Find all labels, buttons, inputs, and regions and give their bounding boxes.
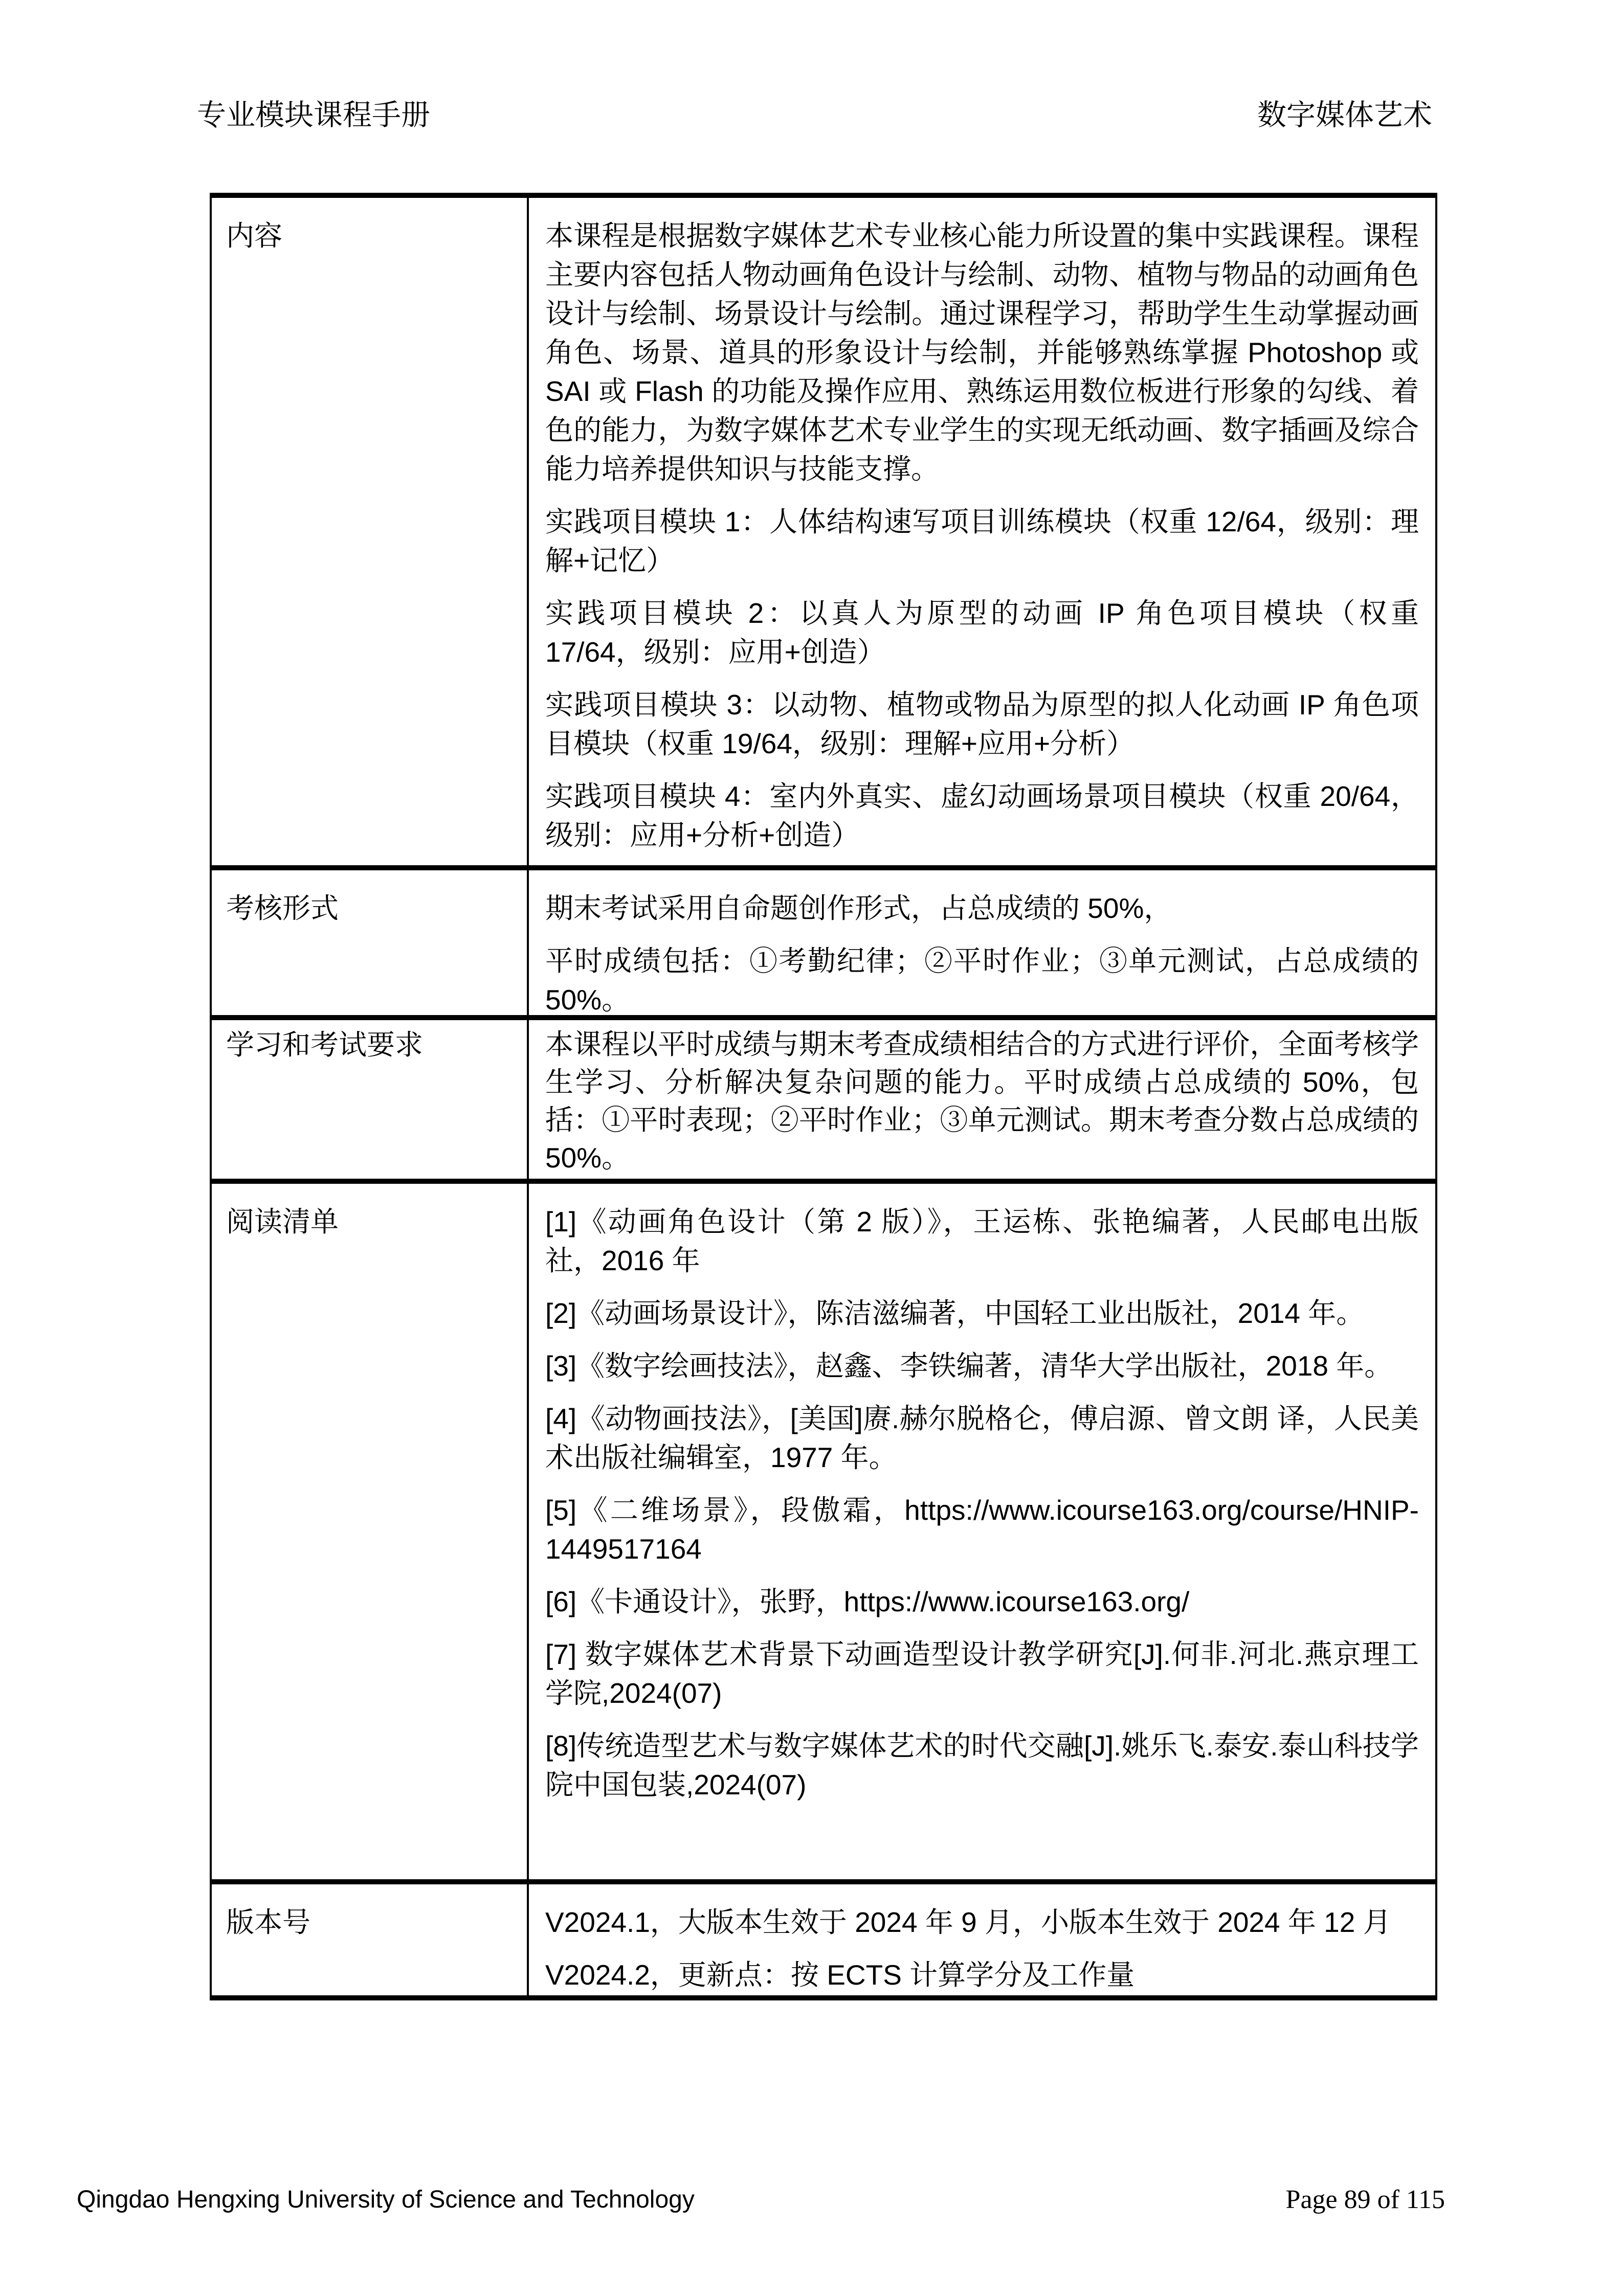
footer-university: Qingdao Hengxing University of Science and Technology — [77, 2186, 695, 2213]
header-left-title: 专业模块课程手册 — [197, 99, 430, 131]
row-content — [529, 1020, 1435, 1179]
row-content — [529, 870, 1435, 1015]
table-row-requirements — [212, 1020, 1435, 1184]
footer-page-number: Page 89 of 115 — [1285, 2185, 1445, 2214]
row-label: 学习和考试要求 — [212, 1020, 529, 1179]
table-row-version — [212, 1884, 1435, 1995]
row-label: 考核形式 — [212, 870, 529, 1015]
content-paragraph: 实践项目模块 4：室内外真实、虚幻动画场景项目模块（权重 20/64，级别：应用+分析+创造） — [545, 780, 1419, 851]
content-paragraph: [1]《动画角色设计（第 2 版）》，王运栋、张艳编著，人民邮电出版社，2016 年 — [545, 1206, 1419, 1276]
content-paragraph: [6]《卡通设计》，张野，https://www.icourse163.org/ — [545, 1586, 1190, 1617]
content-paragraph: V2024.2，更新点：按 ECTS 计算学分及工作量 — [545, 1959, 1135, 1991]
row-content — [529, 198, 1435, 865]
content-paragraph: 本课程以平时成绩与期末考查成绩相结合的方式进行评价，全面考核学生学习、分析解决复杂问题的能力。平时成绩占总成绩的 50%，包括：①平时表现；②平时作业；③单元测试。期末考查分数占总成绩的 50%。 — [545, 1028, 1419, 1174]
table-row-reading-list — [212, 1184, 1435, 1884]
row-content — [529, 1884, 1435, 1995]
course-table — [210, 193, 1437, 2000]
content-paragraph: 本课程是根据数字媒体艺术专业核心能力所设置的集中实践课程。课程主要内容包括人物动画角色设计与绘制、动物、植物与物品的动画角色设计与绘制、场景设计与绘制。通过课程学习，帮助学生生动掌握动画角色、场景、道具的形象设计与绘制，并能够熟练掌握 Photoshop 或 SAI 或 Flash 的功能及操作应用、熟练运用数位板进行形象的勾线、着色的能力，为数字媒体艺术专业学生的实现无纸动画、数字插画及综合能力培养提供知识与技能支撑。 — [545, 220, 1419, 485]
row-label: 版本号 — [212, 1884, 529, 1995]
row-label: 内容 — [212, 198, 529, 865]
page-footer — [0, 2185, 1624, 2220]
content-paragraph: [3]《数字绘画技法》，赵鑫、李铁编著，清华大学出版社，2018 年。 — [545, 1350, 1393, 1382]
content-paragraph: [2]《动画场景设计》，陈洁滋编著，中国轻工业出版社，2014 年。 — [545, 1297, 1365, 1329]
content-paragraph: [4]《动物画技法》，[美国]赓.赫尔脱格仑，傅启源、曾文朗 译，人民美术出版社编辑室，1977 年。 — [545, 1403, 1419, 1473]
row-label: 阅读清单 — [212, 1184, 529, 1879]
header-right-title: 数字媒体艺术 — [1257, 99, 1432, 131]
content-paragraph: [8]传统造型艺术与数字媒体艺术的时代交融[J].姚乐飞.泰安.泰山科技学院中国包装,2024(07) — [545, 1730, 1419, 1800]
table-row-content — [212, 198, 1435, 870]
table-row-assessment — [212, 870, 1435, 1020]
content-paragraph: 平时成绩包括：①考勤纪律；②平时作业；③单元测试，占总成绩的 50%。 — [545, 945, 1419, 1016]
content-paragraph: [7] 数字媒体艺术背景下动画造型设计教学研究[J].何非.河北.燕京理工学院,2024(07) — [545, 1638, 1419, 1709]
content-paragraph: 实践项目模块 1：人体结构速写项目训练模块（权重 12/64，级别：理解+记忆） — [545, 506, 1419, 576]
content-paragraph: 期末考试采用自命题创作形式，占总成绩的 50%， — [545, 892, 1172, 924]
content-paragraph: [5]《二维场景》，段傲霜，https://www.icourse163.org/course/HNIP-1449517164 — [545, 1494, 1419, 1565]
content-paragraph: 实践项目模块 2：以真人为原型的动画 IP 角色项目模块（权重 17/64，级别：应用+创造） — [545, 597, 1419, 668]
row-content — [529, 1184, 1435, 1879]
content-paragraph: 实践项目模块 3：以动物、植物或物品为原型的拟人化动画 IP 角色项目模块（权重 19/64，级别：理解+应用+分析） — [545, 689, 1419, 759]
page-header — [0, 98, 1624, 134]
content-paragraph: V2024.1，大版本生效于 2024 年 9 月，小版本生效于 2024 年 12 月 — [545, 1906, 1391, 1938]
